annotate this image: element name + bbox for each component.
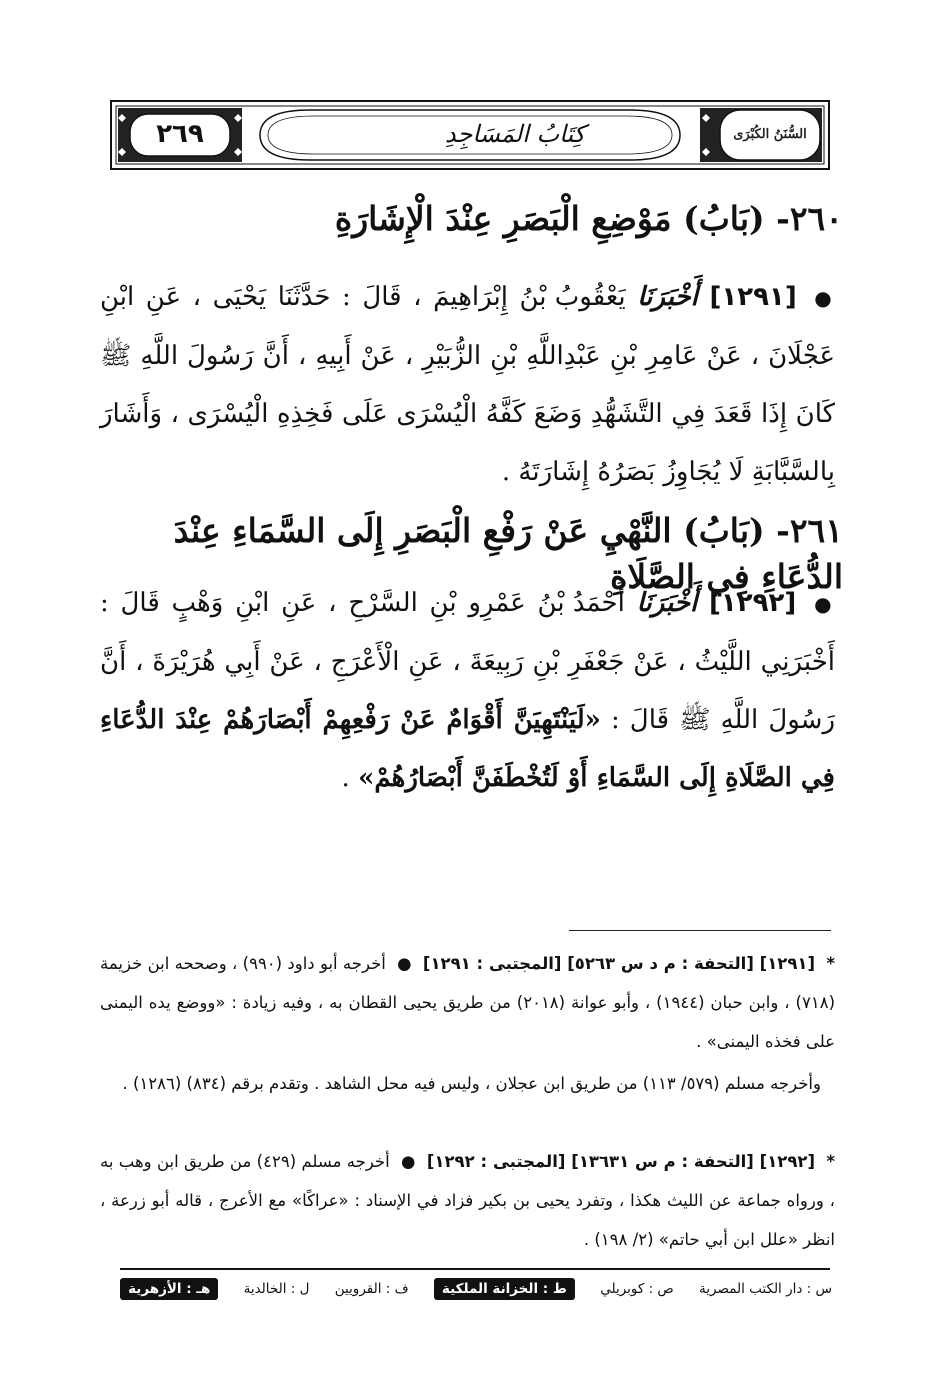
footnote <box>100 1064 835 1103</box>
hadith-text: أَحْمَدُ بْنُ عَمْرِو بْنِ السَّرْحِ ، عَنِ ابْنِ وَهْبٍ قَالَ : أَخْبَرَنِي اللَّيْثُ ، عَنْ جَعْفَرِ بْنِ رَبِيعَةَ ، عَنِ الْأَعْرَجِ ، عَنْ أَبِي هُرَيْرَةَ ، أَنَّ رَسُولَ اللَّهِ ﷺ قَالَ : <box>100 588 835 735</box>
footnote <box>100 1142 835 1259</box>
page-header <box>110 100 830 170</box>
footnote-divider <box>569 930 831 931</box>
page-number: ٢٦٩ <box>156 119 204 149</box>
book-title: كِتَابُ المَسَاجِدِ <box>444 120 586 148</box>
chapter-heading: ٢٦٠- (بَابُ) مَوْضِعِ الْبَصَرِ عِنْدَ الْإِشَارَةِ <box>334 199 843 238</box>
footnote-text: وأخرجه مسلم (٥٧٩/ ١١٣) من طريق ابن عجلان ، وليس فيه محل الشاهد . وتقدم برقم (٨٣٤) (١٢٨٦) . <box>122 1074 821 1093</box>
bullet-icon: ● <box>814 286 836 310</box>
footnote-star: * <box>826 1152 836 1171</box>
bullet-icon: ● <box>397 954 412 973</box>
legend-item: ص : كوبريلي <box>600 1281 674 1297</box>
legend-item-highlighted: هـ : الأزهرية <box>120 1278 218 1300</box>
hadith-text: يَعْقُوبُ بْنُ إِبْرَاهِيمَ ، قَالَ : حَدَّثَنَا يَحْيَى ، عَنِ ابْنِ عَجْلَانَ ، عَنْ عَامِرِ بْنِ عَبْدِاللَّهِ بْنِ الزُّبَيْرِ ، عَنْ أَبِيهِ ، أَنَّ رَسُولَ اللَّهِ ﷺ كَانَ إِذَا قَعَدَ فِي التَّشَهُّدِ وَضَعَ كَفَّهُ الْيُسْرَى عَلَى فَخِذِهِ الْيُسْرَى ، وَأَشَارَ بِالسَّبَّابَةِ لَا يُجَاوِزُ بَصَرُهُ إِشَارَتَهُ . <box>100 282 835 487</box>
bullet-icon: ● <box>401 1152 416 1171</box>
footnote-text: أخرجه مسلم (٤٢٩) من طريق ابن وهب به ، ورواه جماعة عن الليث هكذا ، وتفرد يحيى بن بكير فزاد في الإسناد : «عراكًا» مع الأعرج ، قاله أبو زرعة ، انظر «علل ابن أبي حاتم» (٢/ ١٩٨) . <box>100 1152 835 1249</box>
legend-item: ف : القرويين <box>334 1281 409 1297</box>
hadith-paragraph <box>100 268 835 501</box>
footnote-text: أخرجه أبو داود (٩٩٠) ، وصححه ابن خزيمة (٧١٨) ، وابن حبان (١٩٤٤) ، وأبو عوانة (٢٠١٨) من طريق يحيى القطان به ، وفيه زيادة : «ووضع يده اليمنى على فخذه اليمنى» . <box>100 954 835 1051</box>
hadith-paragraph <box>100 574 835 807</box>
legend-divider <box>120 1268 830 1270</box>
chapter-heading: ٢٦١- (بَابُ) النَّهْيِ عَنْ رَفْعِ الْبَصَرِ إِلَى السَّمَاءِ عِنْدَ الدُّعَاءِ فِي الصَّلَاةِ <box>173 511 843 596</box>
hadith-opening: أَخْبَرَنَا <box>637 282 698 312</box>
hadith-opening: أَخْبَرَنَا <box>636 588 698 618</box>
series-logo: السُّنَنُ الكُبْرَى <box>733 126 807 142</box>
hadith-number: [١٢٩١] <box>709 282 797 312</box>
hadith-number: [١٢٩٢] <box>709 588 797 618</box>
footnote <box>100 944 835 1061</box>
manuscript-legend <box>120 1274 832 1304</box>
legend-item: ل : الخالدية <box>243 1281 310 1297</box>
hadith-ending: . <box>341 763 359 793</box>
prophetic-quote: «لَيَنْتَهِيَنَّ أَقْوَامٌ عَنْ رَفْعِهِمْ أَبْصَارَهُمْ عِنْدَ الدُّعَاءِ فِي الصَّلَاةِ إِلَى السَّمَاءِ أَوْ لَتُخْطَفَنَّ أَبْصَارُهُمْ» <box>100 705 835 793</box>
legend-item: س : دار الكتب المصرية <box>699 1281 832 1297</box>
legend-item-highlighted: ط : الخزانة الملكية <box>434 1278 575 1300</box>
footnote-ref: [١٢٩١] [التحفة : م د س ٥٢٦٣] [المجتبى : ١٢٩١] <box>422 954 816 973</box>
footnote-ref: [١٢٩٢] [التحفة : م س ١٣٦٣١] [المجتبى : ١٢٩٢] <box>426 1152 816 1171</box>
footnote-star: * <box>826 954 835 973</box>
bullet-icon: ● <box>814 592 836 616</box>
